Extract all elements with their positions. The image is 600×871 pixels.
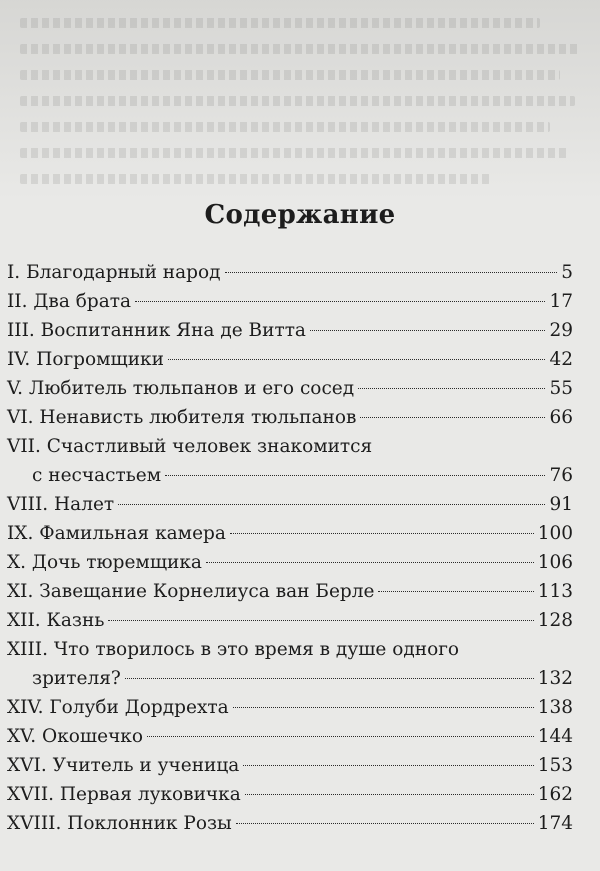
page-number: 66: [549, 407, 573, 428]
toc-entry: [7, 403, 573, 432]
page-number: 153: [537, 755, 573, 776]
page-number: 113: [537, 581, 573, 602]
chapter-title-line2: с несчастьем: [32, 465, 162, 486]
dot-leader: [378, 591, 533, 592]
toc-entry: [7, 548, 573, 577]
dot-leader: [118, 504, 545, 505]
chapter-title: XI. Завещание Корнелиуса ван Берле: [7, 581, 375, 602]
dot-leader: [360, 417, 545, 418]
dot-leader: [358, 388, 545, 389]
dot-leader: [108, 620, 533, 621]
toc-entry: [7, 345, 573, 374]
toc-entry-multiline: [7, 635, 573, 693]
page-number: 42: [549, 349, 573, 370]
dot-leader: [236, 823, 534, 824]
chapter-title: III. Воспитанник Яна де Витта: [7, 320, 306, 341]
page-number: 128: [537, 610, 573, 631]
show-through-text: [0, 0, 600, 200]
chapter-title: XIV. Голуби Дордрехта: [7, 697, 229, 718]
chapter-title: XII. Казнь: [7, 610, 105, 631]
chapter-title: I. Благодарный народ: [7, 262, 221, 283]
chapter-title: XV. Окошечко: [7, 726, 144, 747]
chapter-title: IX. Фамильная камера: [7, 523, 226, 544]
dot-leader: [225, 272, 558, 273]
toc-entry: [7, 374, 573, 403]
chapter-title: IV. Погромщики: [7, 349, 164, 370]
page-number: 100: [537, 523, 573, 544]
toc-entry: [7, 751, 573, 780]
toc-entry: [7, 606, 573, 635]
chapter-title: V. Любитель тюльпанов и его сосед: [7, 378, 355, 399]
chapter-title-line1: XIII. Что творилось в это время в душе одного: [7, 639, 460, 660]
chapter-title: XVIII. Поклонник Розы: [7, 813, 232, 834]
chapter-title: XVII. Первая луковичка: [7, 784, 241, 805]
dot-leader: [230, 533, 534, 534]
dot-leader: [206, 562, 534, 563]
chapter-title: VIII. Налет: [7, 494, 115, 515]
page-number: 174: [537, 813, 573, 834]
toc-entry: [7, 780, 573, 809]
toc-entry: [7, 490, 573, 519]
chapter-title-line2: зрителя?: [32, 668, 121, 689]
chapter-title: II. Два брата: [7, 291, 132, 312]
chapter-title: VI. Ненависть любителя тюльпанов: [7, 407, 357, 428]
toc-entry-multiline: [7, 432, 573, 490]
dot-leader: [233, 707, 534, 708]
chapter-title-line1: VII. Счастливый человек знакомится: [7, 436, 373, 457]
dot-leader: [165, 475, 545, 476]
dot-leader: [310, 330, 545, 331]
toc-entry: [7, 693, 573, 722]
dot-leader: [243, 765, 533, 766]
page-title: Содержание: [204, 200, 396, 230]
chapter-title: X. Дочь тюремщика: [7, 552, 202, 573]
page-number: 162: [537, 784, 573, 805]
toc-entry: [7, 577, 573, 606]
page-number: 132: [537, 668, 573, 689]
page-number: 91: [549, 494, 573, 515]
table-of-contents: [7, 258, 573, 838]
chapter-title: XVI. Учитель и ученица: [7, 755, 240, 776]
dot-leader: [245, 794, 534, 795]
page-number: 17: [549, 291, 573, 312]
page-number: 138: [537, 697, 573, 718]
page-number: 5: [561, 262, 573, 283]
dot-leader: [125, 678, 534, 679]
toc-entry: [7, 722, 573, 751]
dot-leader: [168, 359, 546, 360]
page-number: 106: [537, 552, 573, 573]
toc-entry: [7, 809, 573, 838]
page-number: 29: [549, 320, 573, 341]
toc-entry: [7, 316, 573, 345]
page-number: 76: [549, 465, 573, 486]
page-number: 144: [537, 726, 573, 747]
dot-leader: [147, 736, 534, 737]
toc-entry: [7, 258, 573, 287]
toc-entry: [7, 287, 573, 316]
toc-entry: [7, 519, 573, 548]
dot-leader: [135, 301, 545, 302]
page-number: 55: [549, 378, 573, 399]
